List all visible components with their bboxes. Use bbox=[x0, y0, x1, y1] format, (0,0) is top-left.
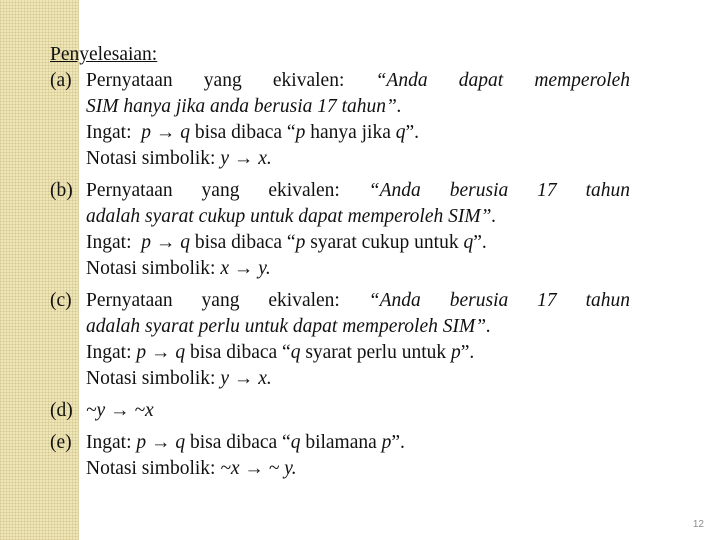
item-a bbox=[50, 68, 630, 172]
ingat-var-2: q bbox=[463, 232, 474, 253]
ingat-phrase: syarat perlu untuk bbox=[300, 342, 451, 363]
notasi-prefix: Notasi simbolik: bbox=[86, 368, 216, 389]
statement-prefix: Pernyataan yang ekivalen: bbox=[86, 290, 340, 311]
ingat-formula: p → q bbox=[136, 342, 186, 363]
notasi-line bbox=[86, 366, 630, 392]
notasi-prefix: Notasi simbolik: bbox=[86, 458, 216, 479]
ingat-formula: p → q bbox=[141, 232, 190, 253]
notasi-line bbox=[86, 456, 630, 482]
item-e bbox=[50, 430, 630, 482]
ingat-var-2: p bbox=[450, 342, 461, 363]
ingat-formula: p → q bbox=[136, 432, 186, 453]
ingat-var-2: p bbox=[381, 432, 392, 453]
ingat-phrase: bilamana bbox=[300, 432, 382, 453]
statement-quote-cont: adalah syarat cukup untuk dapat memperoleh SIM”. bbox=[86, 206, 497, 227]
notasi-line bbox=[86, 146, 630, 172]
ingat-end: ”. bbox=[391, 432, 405, 453]
statement-prefix: Pernyataan yang ekivalen: bbox=[86, 180, 340, 201]
ingat-var-1: q bbox=[290, 432, 301, 453]
item-c bbox=[50, 288, 630, 392]
ingat-formula: p → q bbox=[141, 122, 190, 143]
item-marker: (d) bbox=[50, 400, 73, 421]
ingat-line bbox=[86, 230, 630, 256]
statement-quote-cont: adalah syarat perlu untuk dapat memperoleh SIM”. bbox=[86, 316, 491, 337]
ingat-phrase: hanya jika bbox=[305, 122, 396, 143]
item-marker: (a) bbox=[50, 70, 72, 91]
notasi-prefix: Notasi simbolik: bbox=[86, 148, 216, 169]
page-number: 12 bbox=[692, 519, 704, 530]
ingat-mid: bisa dibaca “ bbox=[189, 342, 291, 363]
ingat-prefix: Ingat: bbox=[86, 232, 132, 253]
statement-line-1 bbox=[86, 178, 630, 204]
item-b bbox=[50, 178, 630, 282]
statement-line-1 bbox=[86, 68, 630, 94]
formula: ~y → ~x bbox=[86, 400, 154, 421]
ingat-var-1: p bbox=[295, 232, 306, 253]
statement-quote: “Anda berusia 17 tahun bbox=[368, 180, 631, 201]
slide-content bbox=[50, 42, 630, 482]
ingat-mid: bisa dibaca “ bbox=[189, 432, 291, 453]
statement-line-2 bbox=[86, 204, 630, 230]
ingat-mid: bisa dibaca “ bbox=[194, 122, 296, 143]
ingat-phrase: syarat cukup untuk bbox=[305, 232, 464, 253]
statement-prefix: Pernyataan yang ekivalen: bbox=[86, 70, 345, 91]
statement-quote-cont: SIM hanya jika anda berusia 17 tahun”. bbox=[86, 96, 402, 117]
ingat-end: ”. bbox=[460, 342, 475, 363]
item-marker: (e) bbox=[50, 432, 72, 453]
notasi-formula: x → y. bbox=[220, 258, 271, 279]
notasi-formula: y → x. bbox=[220, 368, 272, 389]
statement-quote: “Anda berusia 17 tahun bbox=[368, 290, 631, 311]
statement-line-2 bbox=[86, 94, 630, 120]
notasi-formula: ~x → ~ y. bbox=[220, 458, 297, 479]
ingat-prefix: Ingat: bbox=[86, 122, 132, 143]
ingat-mid: bisa dibaca “ bbox=[194, 232, 296, 253]
ingat-var-2: q bbox=[395, 122, 406, 143]
statement-line-2 bbox=[86, 314, 630, 340]
notasi-formula: y → x. bbox=[220, 148, 272, 169]
item-d bbox=[50, 398, 630, 424]
formula-line bbox=[86, 398, 630, 424]
ingat-var-1: p bbox=[295, 122, 306, 143]
notasi-prefix: Notasi simbolik: bbox=[86, 258, 216, 279]
statement-quote: “Anda dapat memperoleh bbox=[375, 70, 631, 91]
ingat-end: ”. bbox=[405, 122, 420, 143]
solution-heading: Penyelesaian: bbox=[50, 44, 158, 65]
ingat-line bbox=[86, 340, 630, 366]
item-marker: (c) bbox=[50, 290, 72, 311]
ingat-prefix: Ingat: bbox=[86, 342, 132, 363]
notasi-line bbox=[86, 256, 630, 282]
ingat-line bbox=[86, 430, 630, 456]
ingat-prefix: Ingat: bbox=[86, 432, 132, 453]
ingat-end: ”. bbox=[473, 232, 487, 253]
ingat-line bbox=[86, 120, 630, 146]
statement-line-1 bbox=[86, 288, 630, 314]
ingat-var-1: q bbox=[290, 342, 301, 363]
item-marker: (b) bbox=[50, 180, 73, 201]
